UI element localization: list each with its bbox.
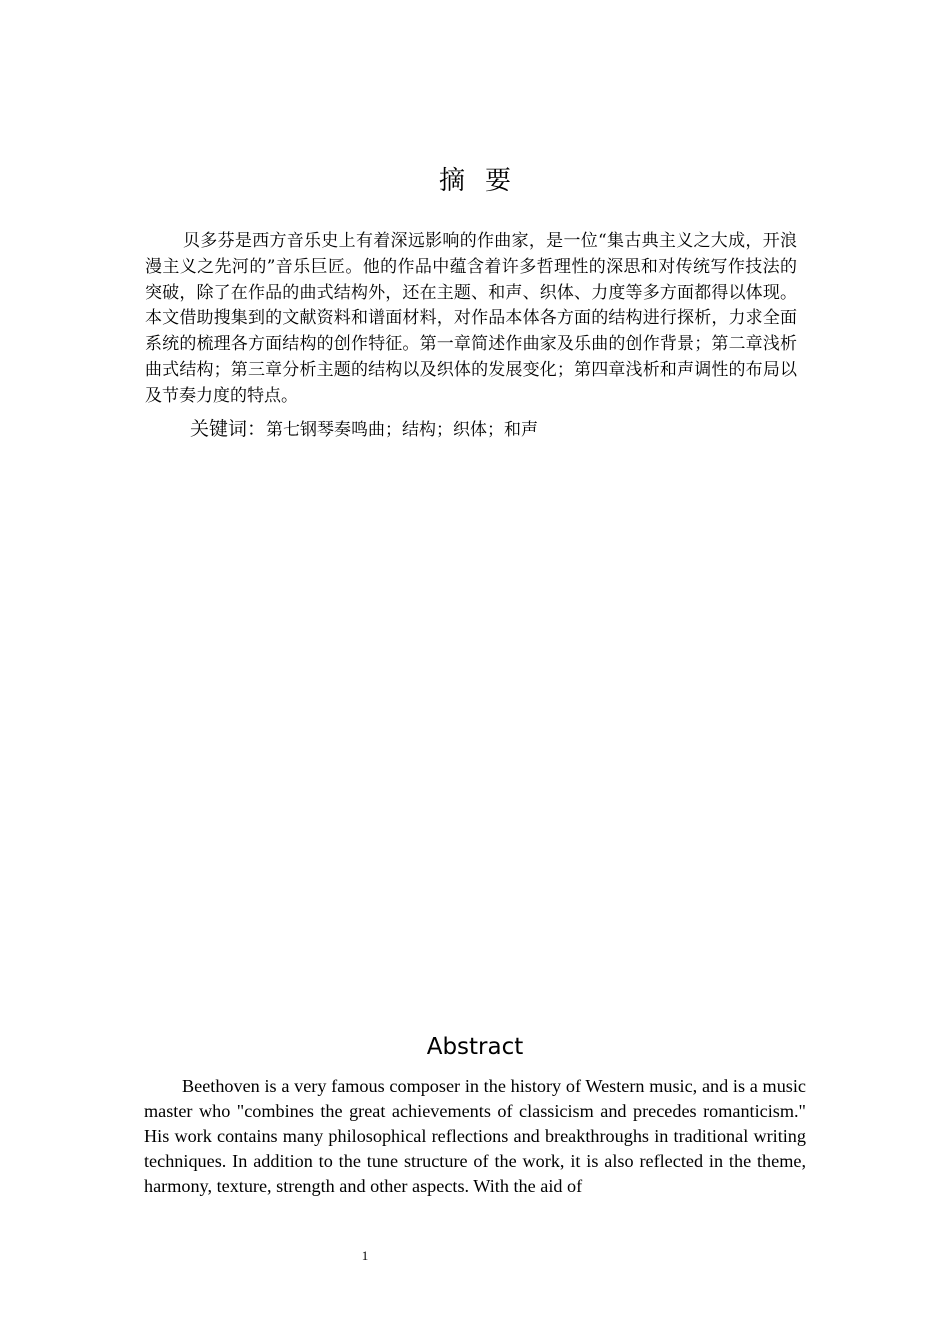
keywords-line	[190, 416, 790, 443]
keywords-values: 第七钢琴奏鸣曲；结构；织体；和声	[266, 420, 539, 440]
chinese-abstract-body: 贝多芬是西方音乐史上有着深远影响的作曲家，是一位“集古典主义之大成，开浪漫主义之先河的”音乐巨匠。他的作品中蕴含着许多哲理性的深思和对传统写作技法的突破，除了在作品的曲式结构外，还在主题、和声、织体、力度等多方面都得以体现。本文借助搜集到的文献资料和谱面材料，对作品本体各方面的结构进行探析，力求全面系统的梳理各方面结构的创作特征。第一章简述作曲家及乐曲的创作背景；第二章浅析曲式结构；第三章分析主题的结构以及织体的发展变化；第四章浅析和声调性的布局以及节奏力度的特点。	[145, 231, 797, 406]
page-number: 1	[361, 1248, 369, 1263]
english-abstract-title: Abstract	[426, 1034, 524, 1060]
chinese-abstract-title: 摘要	[438, 166, 531, 196]
english-abstract-body: Beethoven is a very famous composer in the history of Western music, and is a music master who "combines the great achievements of classicism and precedes romanticism." His work contains many philosophical reflections and breakthroughs in traditional writing techniques. In addition to the tune structure of the work, it is also reflected in the theme, harmony, texture, strength and other aspects. With the aid of	[144, 1076, 806, 1196]
keywords-label: 关键词：	[190, 418, 267, 440]
